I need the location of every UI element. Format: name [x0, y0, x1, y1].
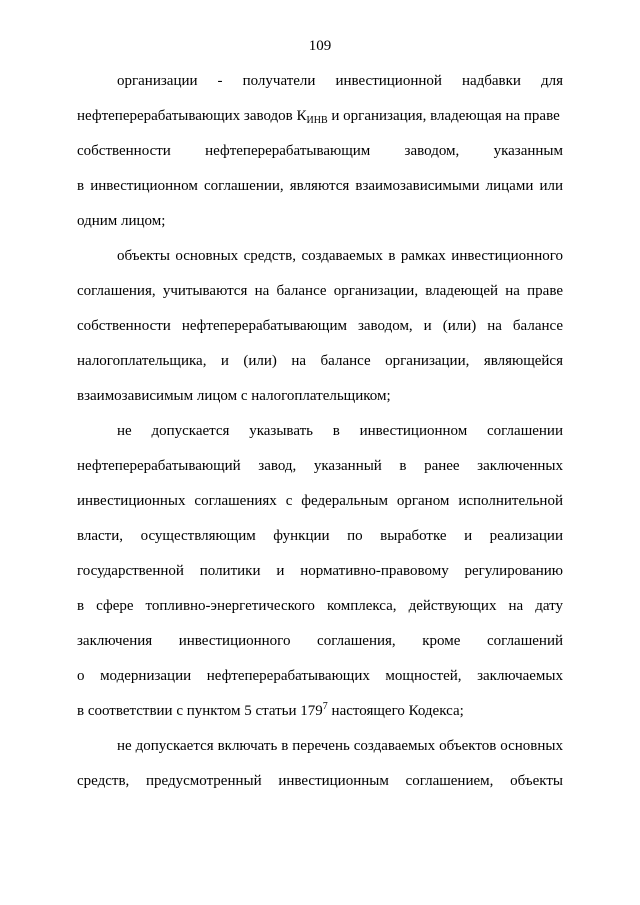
- text-line: собственности нефтеперерабатывающим заводом, указанным: [77, 143, 563, 159]
- text-line: взаимозависимым лицом с налогоплательщиком;: [77, 388, 391, 404]
- text-segment: нефтеперерабатывающих заводов К: [77, 108, 307, 124]
- text-line: в инвестиционном соглашении, являются взаимозависимыми лицами или: [77, 178, 563, 194]
- subscript: ИНВ: [306, 115, 328, 126]
- text-line: объекты основных средств, создаваемых в рамках инвестиционного: [117, 248, 563, 264]
- text-line: нефтеперерабатывающий завод, указанный в ранее заключенных: [77, 458, 563, 474]
- text-line: соглашения, учитываются на балансе организации, владеющей на праве: [77, 283, 563, 299]
- text-line: в сфере топливно-энергетического комплекса, действующих на дату: [77, 598, 563, 614]
- text-line: налогоплательщика, и (или) на балансе организации, являющейся: [77, 353, 563, 369]
- text-line: одним лицом;: [77, 213, 166, 229]
- text-line: [77, 106, 563, 126]
- text-segment: и организация, владеющая на праве: [327, 108, 560, 124]
- text-line: государственной политики и нормативно-правовому регулированию: [77, 563, 563, 579]
- text-segment: настоящего Кодекса;: [327, 703, 464, 719]
- text-line: средств, предусмотренный инвестиционным соглашением, объекты: [77, 773, 563, 789]
- text-line: организации - получатели инвестиционной надбавки для: [117, 73, 563, 89]
- text-line: о модернизации нефтеперерабатывающих мощностей, заключаемых: [77, 668, 563, 684]
- text-segment: в соответствии с пунктом 5 статьи 179: [77, 703, 323, 719]
- text-line: власти, осуществляющим функции по выработке и реализации: [77, 528, 563, 544]
- text-line: [77, 701, 563, 721]
- superscript: 7: [322, 701, 328, 712]
- text-line: не допускается указывать в инвестиционном соглашении: [117, 423, 563, 439]
- text-line: инвестиционных соглашениях с федеральным органом исполнительной: [77, 493, 563, 509]
- page-number: 109: [308, 38, 332, 54]
- text-line: не допускается включать в перечень создаваемых объектов основных: [117, 738, 563, 754]
- text-line: заключения инвестиционного соглашения, кроме соглашений: [77, 633, 563, 649]
- text-line: собственности нефтеперерабатывающим заводом, и (или) на балансе: [77, 318, 563, 334]
